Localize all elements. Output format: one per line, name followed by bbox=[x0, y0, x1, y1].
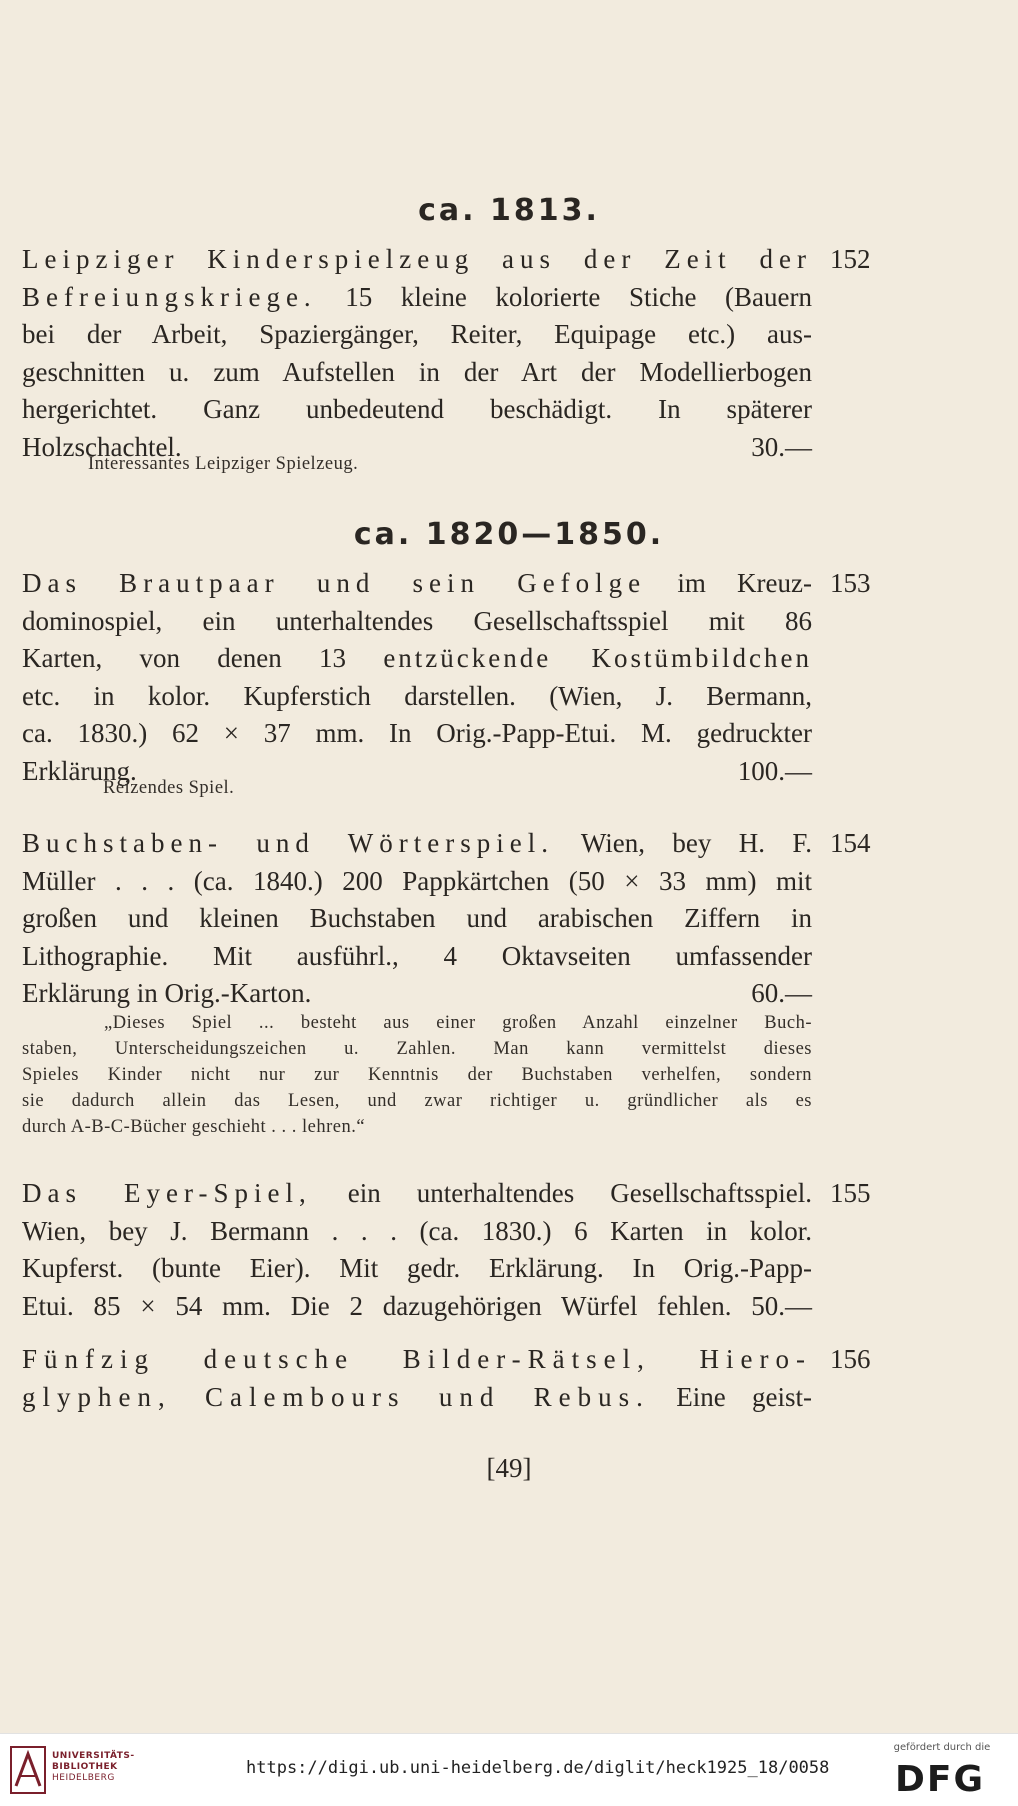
viewer-footer bbox=[0, 1733, 1018, 1806]
entry-155-title: Das Eyer-Spiel, bbox=[22, 1178, 312, 1208]
entry-154-quote-line-5: durch A-B-C-Bücher geschieht . . . lehren.“ bbox=[22, 1117, 366, 1137]
entry-153-line-6-text: Erklärung. bbox=[22, 755, 137, 786]
entry-154-line-5-text: Erklärung in Orig.-Karton. bbox=[22, 978, 312, 1008]
entry-153-line-3 bbox=[22, 640, 812, 678]
sponsor-caption: gefördert durch die bbox=[893, 1742, 991, 1753]
page-number: [49] bbox=[486, 1453, 532, 1483]
entry-153-note: Reizendes Spiel. bbox=[103, 778, 235, 798]
catalog-entry-155 bbox=[22, 1175, 812, 1325]
entry-154-line-2: Müller . . . (ca. 1840.) 200 Pappkärtchen (50 × 33 mm) mit bbox=[22, 865, 812, 896]
entry-153-price: 100.— bbox=[737, 755, 812, 786]
entry-154-title: Buchstaben- und Wörterspiel. bbox=[22, 828, 554, 858]
entry-155-line-2: Wien, bey J. Bermann . . . (ca. 1830.) 6 Karten in kolor. bbox=[22, 1215, 812, 1246]
entry-153-line-1-text: im Kreuz- bbox=[646, 568, 813, 598]
catalog-entry-156 bbox=[22, 1341, 812, 1416]
catalog-entry-152 bbox=[22, 241, 812, 466]
entry-152-line-5: hergerichtet. Ganz unbedeutend beschädigt. In späterer bbox=[22, 394, 812, 424]
entry-154-quote-line-3: Spieles Kinder nicht nur zur Kenntnis der Buchstaben verhelfen, sondern bbox=[22, 1065, 812, 1085]
entry-155-line-1-text: ein unterhaltendes Gesellschaftsspiel. bbox=[311, 1178, 812, 1208]
library-name-line-2: BIBLIOTHEK bbox=[52, 1762, 118, 1772]
entry-154-line-5 bbox=[22, 975, 812, 1013]
entry-152-line-6-text: Holzschachtel. bbox=[22, 431, 182, 462]
library-name-line-1: UNIVERSITÄTS- bbox=[52, 1751, 135, 1761]
entry-153-line-2: dominospiel, ein unterhaltendes Gesellschaftsspiel mit 86 bbox=[22, 605, 812, 636]
library-name-line-3: HEIDELBERG bbox=[52, 1773, 115, 1783]
entry-154-quote-line-4: sie dadurch allein das Lesen, und zwar richtiger u. gründlicher als es bbox=[22, 1091, 812, 1111]
entry-152-line-3: bei der Arbeit, Spaziergänger, Reiter, Equipage etc.) aus- bbox=[22, 319, 812, 349]
entry-154-line-1 bbox=[22, 825, 812, 863]
entry-153-line-3-text: Karten, von denen 13 bbox=[22, 643, 384, 673]
entry-152-line-2-text: 15 kleine kolorierte Stiche (Bauern bbox=[316, 281, 812, 312]
library-name[interactable] bbox=[52, 1751, 135, 1784]
entry-154-line-1-text: Wien, bey H. F. bbox=[553, 828, 812, 858]
entry-154-line-3: großen und kleinen Buchstaben und arabischen Ziffern in bbox=[22, 903, 812, 933]
catalog-entry-154 bbox=[22, 825, 812, 1013]
section-heading-1820-1850: ca. 1820—1850. bbox=[353, 517, 665, 552]
entry-153-emphasis: entzückende Kostümbildchen bbox=[383, 643, 812, 673]
entry-152-line-4: geschnitten u. zum Aufstellen in der Art der Modellierbogen bbox=[22, 356, 812, 387]
entry-155-line-4: Etui. 85 × 54 mm. Die 2 dazugehörigen Würfel fehlen. 50.— bbox=[22, 1290, 812, 1321]
entry-152-price: 30.— bbox=[751, 431, 812, 462]
university-library-logo-icon[interactable] bbox=[10, 1746, 46, 1794]
entry-155-number: 155 bbox=[830, 1178, 871, 1208]
dfg-logo[interactable]: DFG bbox=[894, 1759, 986, 1800]
entry-154-price: 60.— bbox=[751, 978, 812, 1008]
entry-154-quote-line-1: „Dieses Spiel ... besteht aus einer großen Anzahl einzelner Buch- bbox=[104, 1013, 812, 1033]
section-heading-1813: ca. 1813. bbox=[418, 193, 600, 228]
entry-152-number: 152 bbox=[830, 244, 871, 274]
permalink-url[interactable]: https://digi.ub.uni-heidelberg.de/diglit/heck1925_18/0058 bbox=[246, 1758, 830, 1778]
entry-152-line-1: Leipziger Kinderspielzeug aus der Zeit der bbox=[22, 244, 812, 274]
entry-153-title: Das Brautpaar und sein Gefolge bbox=[22, 568, 647, 598]
catalog-entry-153 bbox=[22, 565, 812, 790]
entry-156-number: 156 bbox=[830, 1344, 871, 1374]
entry-154-quote-line-2: staben, Unterscheidungszeichen u. Zahlen. Man kann vermittelst dieses bbox=[22, 1039, 812, 1059]
entry-156-line-1: Fünfzig deutsche Bilder-Rätsel, Hiero- bbox=[22, 1344, 812, 1374]
entry-152-title-cont: Befreiungskriege. bbox=[22, 281, 317, 312]
entry-155-line-1 bbox=[22, 1175, 812, 1213]
entry-156-title-cont: glyphen, Calembours und Rebus. bbox=[22, 1381, 650, 1412]
entry-152-line-2 bbox=[22, 279, 812, 317]
entry-152-note: Interessantes Leipziger Spielzeug. bbox=[88, 454, 359, 474]
entry-154-number: 154 bbox=[830, 828, 871, 858]
entry-153-line-5: ca. 1830.) 62 × 37 mm. In Orig.-Papp-Etui. M. gedruckter bbox=[22, 718, 812, 748]
entry-153-number: 153 bbox=[830, 568, 871, 598]
entry-154-line-4: Lithographie. Mit ausführl., 4 Oktavseiten umfassender bbox=[22, 940, 812, 971]
entry-156-line-2 bbox=[22, 1379, 812, 1417]
entry-153-line-4: etc. in kolor. Kupferstich darstellen. (Wien, J. Bermann, bbox=[22, 680, 812, 711]
entry-153-line-1 bbox=[22, 565, 812, 603]
entry-155-line-3: Kupferst. (bunte Eier). Mit gedr. Erklärung. In Orig.-Papp- bbox=[22, 1253, 812, 1283]
entry-156-line-2-text: Eine geist- bbox=[649, 1381, 812, 1412]
